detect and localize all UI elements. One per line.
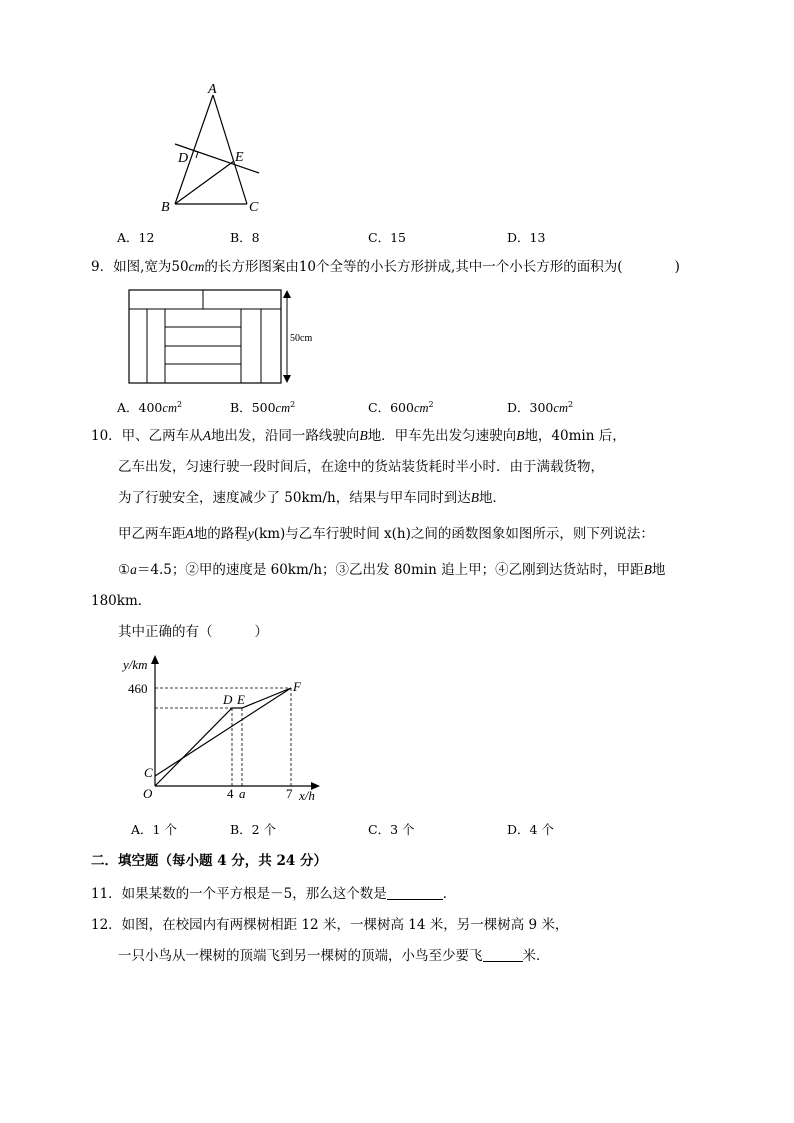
label-d: D — [178, 151, 189, 166]
q10-option-b[interactable]: B．2 个 — [230, 822, 277, 837]
rectangle-figure — [125, 286, 330, 388]
outer-rectangle — [129, 290, 281, 383]
section-2-title: 二．填空题（每小题 4 分，共 24 分） — [91, 853, 327, 869]
q8-option-b[interactable]: B．8 — [230, 230, 260, 245]
q10-line-5: ①a＝4.5；②甲的速度是 60km/h；③乙出发 80min 追上甲；④乙刚到达货站时，甲距B地 — [118, 562, 666, 578]
q10-line-7: 其中正确的有（ ） — [118, 624, 268, 640]
segment-be — [175, 161, 234, 204]
point-e-label: E — [237, 692, 245, 707]
label-b: B — [161, 200, 170, 215]
label-c: C — [249, 200, 259, 215]
x-tick-a: a — [239, 786, 246, 801]
q9-number: 9． — [91, 259, 114, 275]
q8-option-c[interactable]: C．15 — [368, 230, 406, 245]
q10-option-c[interactable]: C．3 个 — [368, 822, 415, 837]
q9-option-a[interactable]: A．$400cm^2$ — [117, 400, 183, 415]
label-a: A — [208, 82, 217, 97]
origin-label: O — [143, 786, 153, 801]
q10-line-1: 10．甲、乙两车从A地出发，沿同一路线驶向B地．甲车先出发匀速驶向B地，40min 后， — [91, 428, 626, 444]
function-graph — [115, 650, 330, 805]
x-axis-label: x/h — [299, 788, 315, 803]
q10-line-2: 乙车出发，匀速行驶一段时间后，在途中的货站装货耗时半小时．由于满载货物， — [118, 459, 604, 475]
label-e: E — [235, 150, 244, 165]
q8-option-a[interactable]: A．12 — [117, 230, 155, 245]
side-ab — [175, 95, 213, 204]
y-axis-label: y/km — [123, 657, 148, 672]
q10-option-a[interactable]: A．1 个 — [131, 822, 177, 837]
dimension-label: 50cm — [290, 333, 313, 344]
x-tick-4: 4 — [227, 786, 234, 801]
q10-line-3: 为了行驶安全，速度减少了 50km/h，结果与甲车同时到达B地． — [118, 490, 506, 506]
q11-text: 11．如果某数的一个平方根是－5，那么这个数是 ． — [91, 886, 457, 902]
point-d-label: D — [223, 692, 233, 707]
q9-option-c[interactable]: C．$600cm^2$ — [368, 400, 434, 415]
q10-line-4: 甲乙两车距A地的路程y(km)与乙车行驶时间 x(h)之间的函数图象如图所示，则下列说法： — [118, 526, 654, 542]
q11-answer-blank[interactable] — [387, 886, 443, 900]
q12-answer-blank[interactable] — [483, 948, 523, 962]
q12-line-1: 12．如图，在校园内有两棵树相距 12 米，一棵树高 14 米，另一棵树高 9 米， — [91, 917, 569, 933]
triangle-figure — [155, 80, 275, 215]
q10-line-6: 180km． — [91, 593, 152, 609]
x-tick-7: 7 — [286, 786, 293, 801]
q9-option-b[interactable]: B．$500cm^2$ — [230, 400, 296, 415]
q9-option-d[interactable]: D．$300cm^2$ — [507, 400, 574, 415]
q10-option-d[interactable]: D．4 个 — [507, 822, 554, 837]
point-c-label: C — [144, 765, 153, 780]
point-f-label: F — [293, 679, 301, 694]
q9-stem: 9．如图,宽为50cm的长方形图案由10个全等的小长方形拼成,其中一个小长方形的面积为( ) — [91, 259, 680, 275]
q12-line-2: 一只小鸟从一棵树的顶端飞到另一棵树的顶端，小鸟至少要飞 米． — [118, 948, 550, 964]
y-tick-460: 460 — [128, 681, 148, 696]
q8-option-d[interactable]: D．13 — [507, 230, 546, 245]
